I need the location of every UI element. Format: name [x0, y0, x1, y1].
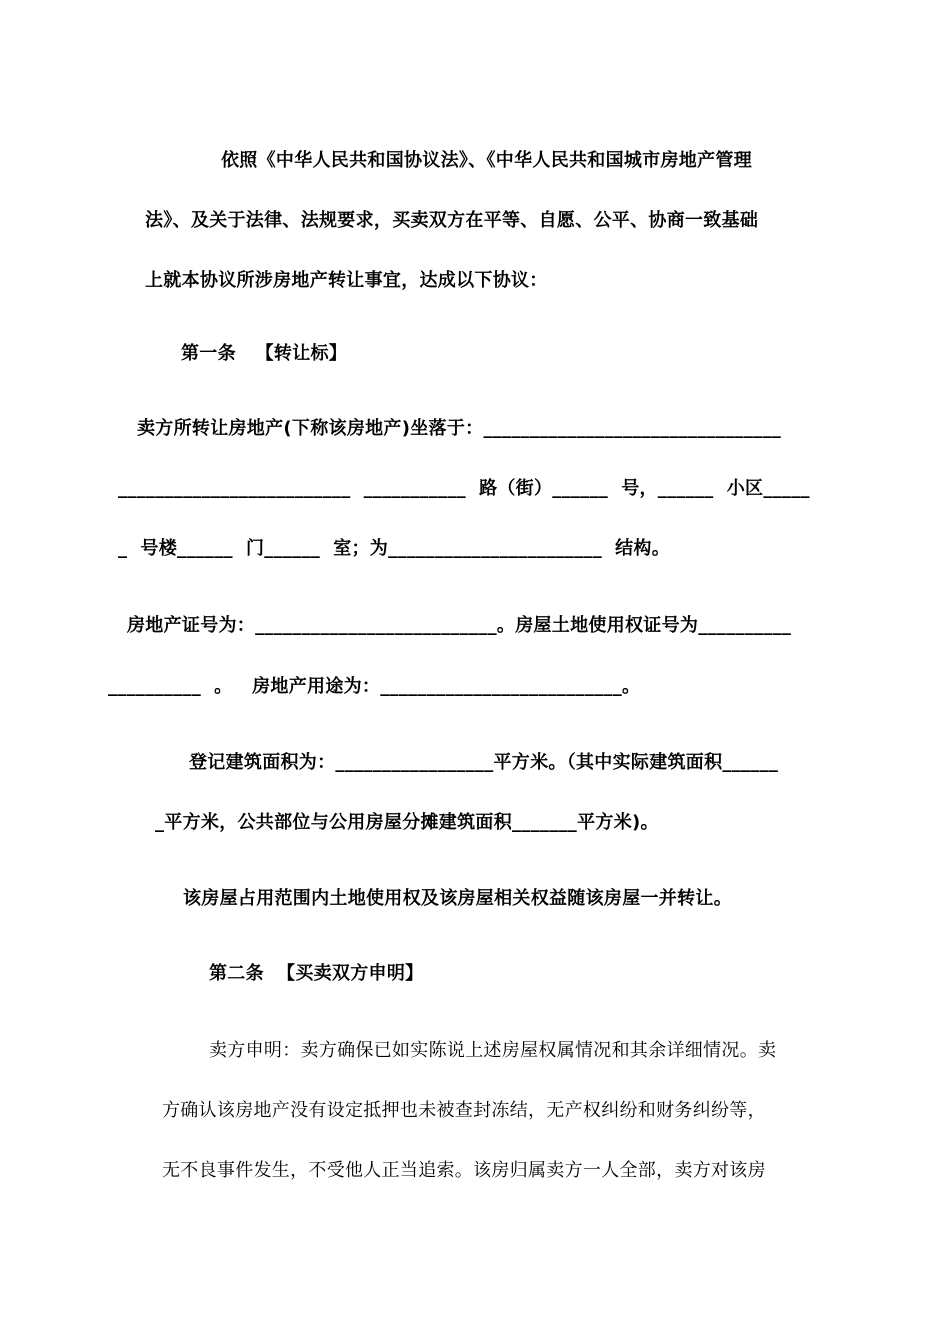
seller-statement-line-1: 卖方申明：卖方确保已如实陈说上述房屋权属情况和其余详细情况。卖: [209, 1040, 777, 1061]
article-2-heading: 第二条 【买卖双方申明】: [209, 963, 424, 984]
location-line-1: 卖方所转让房地产(下称该房地产)坐落于：________________________________: [137, 418, 782, 439]
area-line-1: 登记建筑面积为：_________________平方米。（其中实际建筑面积______: [189, 752, 779, 773]
article-1-heading: 第一条 【转让标】: [181, 343, 348, 364]
land-rights-line: 该房屋占用范围内土地使用权及该房屋相关权益随该房屋一并转让。: [183, 888, 732, 909]
seller-statement-line-3: 无不良事件发生，不受他人正当追索。该房归属卖方一人全部，卖方对该房: [162, 1160, 766, 1181]
seller-statement-line-2: 方确认该房地产没有设定抵押也未被查封冻结，无产权纠纷和财务纠纷等，: [162, 1100, 766, 1121]
certificate-line-2: __________ 。 房地产用途为：__________________________。: [108, 676, 641, 697]
intro-line-2: 法》、及关于法律、法规要求，买卖双方在平等、自愿、公平、协商一致基础: [145, 210, 759, 231]
intro-line-3: 上就本协议所涉房地产转让事宜，达成以下协议：: [145, 270, 548, 291]
area-line-2: _平方米，公共部位与公用房屋分摊建筑面积_______平方米)。: [155, 812, 659, 833]
location-line-3: _ 号楼______ 门______ 室；为_______________________ 结构。: [118, 538, 671, 559]
intro-line-1: 依照《中华人民共和国协议法》、《中华人民共和国城市房地产管理: [221, 150, 752, 171]
certificate-line-1: 房地产证号为：__________________________。房屋土地使用权证号为__________: [127, 615, 792, 636]
location-line-2: _________________________ ___________ 路（街）______ 号，______ 小区_____: [118, 478, 810, 499]
